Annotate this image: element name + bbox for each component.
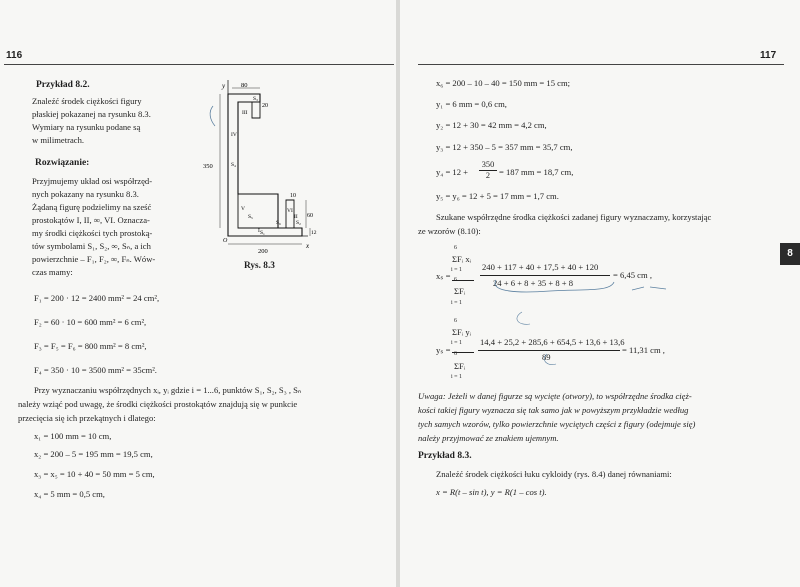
right-page <box>400 0 800 587</box>
problem-line: w milimetrach. <box>32 135 85 145</box>
example-line: Znaleźć środek ciężkości łuku cykloidy (rys. 8.4) danej równaniami: <box>436 469 672 479</box>
example-heading: Przykład 8.2. <box>36 80 90 90</box>
area-line: F₃ = F₅ = F₆ = 800 mm² = 8 cm², <box>34 341 147 351</box>
fig-label-x: x <box>306 242 310 250</box>
figure-8-3 <box>198 76 318 256</box>
left-page-number: 116 <box>6 50 23 61</box>
handwritten-annotations <box>400 0 800 587</box>
paragraph-line: Przy wyznaczaniu współrzędnych xᵢ, yᵢ gdzie i = 1...6, punktów S₁, S₂, S₃ , Sₙ <box>34 385 302 395</box>
sum-top: 6 <box>454 351 457 357</box>
figure-caption: Rys. 8.3 <box>244 261 275 271</box>
sum-top: 6 <box>454 245 457 251</box>
fig-label-s4: S₄ <box>231 162 236 168</box>
fig-label-s6: S₆ <box>276 220 281 226</box>
ys-result: = 11,31 cm , <box>622 345 665 355</box>
ys-numerator: 14,4 + 25,2 + 285,6 + 654,5 + 13,6 + 13,6 <box>480 337 625 347</box>
coordinate-line: x₆ = 200 – 10 – 40 = 150 mm = 15 cm; <box>436 78 571 88</box>
fig-dim-10: 10 <box>290 193 296 199</box>
fig-label-s1: S₁ <box>260 230 265 236</box>
solution-heading: Rozwiązanie: <box>35 158 90 168</box>
fig-dim-350: 350 <box>203 163 213 170</box>
sum-bottom: i = 1 <box>451 300 463 306</box>
coordinate-line: y₂ = 12 + 30 = 42 mm = 4,2 cm, <box>436 120 547 130</box>
solution-line: tów symbolami S₁, S₂, ∞, Sₙ, a ich <box>32 241 151 251</box>
coordinate-line: x₃ = x₅ = 10 + 40 = 50 mm = 5 cm, <box>34 469 155 479</box>
ys-denominator: 89 <box>542 352 551 362</box>
coordinate-line: y₅ = y₆ = 12 + 5 = 17 mm = 1,7 cm. <box>436 191 559 201</box>
fig-label-s3: S₃ <box>253 96 258 102</box>
solution-line: nych pokazany na rysunku 8.3. <box>32 189 139 199</box>
paragraph-line: przecięcia się ich przekątnych i dlatego: <box>18 413 156 423</box>
fig-dim-12: 12 <box>311 230 317 236</box>
sum-bottom: i = 1 <box>451 374 463 380</box>
problem-line: płaskiej pokazanej na rysunku 8.3. <box>32 109 151 119</box>
xs-denominator: 24 + 6 + 8 + 35 + 8 + 8 <box>493 278 574 288</box>
note-line: tych samych wzorów, tylko powierzchnie wyciętych części z figury (odejmuje się) <box>418 419 696 429</box>
coordinate-line: x₄ = 5 mm = 0,5 cm, <box>34 489 105 499</box>
fig-dim-20: 20 <box>262 103 268 109</box>
sum-bottom: i = 1 <box>451 267 463 273</box>
area-line: F₁ = 200 · 12 = 2400 mm² = 24 cm², <box>34 293 160 303</box>
fig-label-V: V <box>241 206 245 212</box>
left-page <box>0 0 396 587</box>
area-line: F₂ = 60 · 10 = 600 mm² = 6 cm², <box>34 317 147 327</box>
y4-denominator: 2 <box>479 170 497 180</box>
note-line: Uwaga: Jeżeli w danej figurze są wycięte (otwory), to współrzędne środka cięż- <box>418 391 692 401</box>
solution-line: powierzchnie – F₁, F₂, ∞, Fₙ. Wów- <box>32 254 156 264</box>
sum-fy: ΣFᵢ yᵢ <box>452 327 472 337</box>
fig-label-IV: IV <box>231 132 237 138</box>
y4-numerator: 350 <box>481 160 495 169</box>
ys-label: yₛ = <box>436 345 451 355</box>
fig-label-VI: VI <box>287 208 293 214</box>
fig-label-s5: S₅ <box>248 214 253 220</box>
fig-dim-80: 80 <box>241 82 248 89</box>
note-line: kości takiej figury wyznacza się tak samo jak w powyższym przykładzie według <box>418 405 689 415</box>
solution-line: Żądaną figurę podzielimy na sześć <box>32 202 152 212</box>
fig-label-origin: O <box>223 238 228 244</box>
example-heading: Przykład 8.3. <box>418 451 472 461</box>
solution-line: czas mamy: <box>32 267 73 277</box>
fig-dim-200: 200 <box>258 248 268 255</box>
sum-bottom: i = 1 <box>451 340 463 346</box>
fig-label-I: I <box>258 228 260 234</box>
fig-label-III: III <box>242 110 248 116</box>
right-page-number: 117 <box>760 50 777 61</box>
xs-numerator: 240 + 117 + 40 + 17,5 + 40 + 120 <box>482 262 599 272</box>
coordinate-line: x₂ = 200 – 5 = 195 mm = 19,5 cm, <box>34 449 153 459</box>
sum-top: 6 <box>454 318 457 324</box>
y4-left: y₄ = 12 + <box>436 167 469 177</box>
solution-line: my środki ciężkości tych prostoką- <box>32 228 153 238</box>
solution-line: prostokątów I, II, ∞, VI. Oznacza- <box>32 215 150 225</box>
sum-f: ΣFᵢ <box>454 361 466 371</box>
sum-fx: ΣFᵢ xᵢ <box>452 254 472 264</box>
cycloid-equations: x = R(t – sin t), y = R(1 – cos t). <box>436 487 547 497</box>
fig-label-s2: S₂ <box>296 220 301 226</box>
chapter-tab: 8 <box>780 243 800 265</box>
solution-line: Przyjmujemy układ osi współrzęd- <box>32 176 153 186</box>
note-line: należy przyjmować ze znakiem ujemnym. <box>418 433 559 443</box>
fig-dim-60: 60 <box>307 213 313 219</box>
fig-label-II: II <box>294 214 298 220</box>
sum-f: ΣFᵢ <box>454 286 466 296</box>
xs-label: xₛ = <box>436 271 451 281</box>
coordinate-line: y₃ = 12 + 350 – 5 = 357 mm = 35,7 cm, <box>436 142 573 152</box>
paragraph-line: należy wziąć pod uwagę, że środki ciężkości prostokątów znajdują się w punkcie <box>18 399 298 409</box>
coordinate-line: x₁ = 100 mm = 10 cm, <box>34 431 112 441</box>
problem-line: Znaleźć środek ciężkości figury <box>32 96 142 106</box>
fig-label-y: y <box>222 82 226 90</box>
left-header-rule <box>4 64 394 65</box>
problem-line: Wymiary na rysunku podane są <box>32 122 141 132</box>
y4-right: = 187 mm = 18,7 cm, <box>499 167 574 177</box>
seek-line: ze wzorów (8.10): <box>418 226 481 236</box>
sum-top: 6 <box>454 277 457 283</box>
coordinate-line: y₁ = 6 mm = 0,6 cm, <box>436 99 507 109</box>
area-line: F₄ = 350 · 10 = 3500 mm² = 35cm². <box>34 365 157 375</box>
xs-result: = 6,45 cm , <box>613 270 652 280</box>
seek-line: Szukane współrzędne środka ciężkości zadanej figury wyznaczamy, korzystając <box>436 212 712 222</box>
